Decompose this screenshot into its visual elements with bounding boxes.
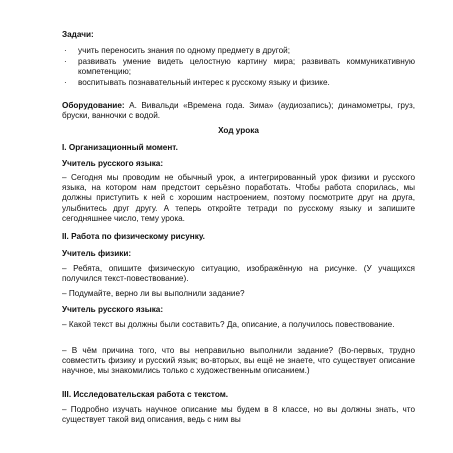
task-text-3: воспитывать познавательный интерес к русскому языку и физике.	[78, 78, 330, 87]
bullet-icon: ·	[64, 78, 67, 87]
paragraph-2: – Ребята, опишите физическую ситуацию, изображённую на рисунке. (У учащихся получился текст-повествование).	[62, 264, 415, 284]
equipment-label: Оборудование:	[62, 101, 125, 110]
section-2-heading: II. Работа по физическому рисунку.	[62, 232, 205, 241]
bullet-icon: ·	[64, 57, 67, 66]
task-item-3	[62, 78, 415, 88]
task-text-2: развивать умение видеть целостную картину мира; развивать коммуникативную компетенцию;	[78, 57, 415, 77]
paragraph-5: – В чём причина того, что вы неправильно выполнили задание? (Во-первых, трудно совместить физику и русский язык; во-вторых, вы ещё не знаете, что существует описание научное, мы знакомились только с художественным описанием.)	[62, 346, 415, 376]
teacher-physics-label: Учитель физики:	[62, 249, 132, 258]
tasks-heading: Задачи:	[62, 30, 94, 39]
paragraph-1: – Сегодня мы проводим не обычный урок, а интегрированный урок физики и русского языка, на котором нам предстоит серьёзно поработать. Чтобы работа спорилась, мы должны приступить к ней с хорошим настроением, поэтому посмотрите друг на друга, улыбнитесь друг другу. А теперь откройте тетради по русскому языку и запишите сегодняшнее число, тему урока.	[62, 173, 415, 223]
bullet-icon: ·	[64, 46, 67, 55]
paragraph-3: – Подумайте, верно ли вы выполнили задание?	[62, 289, 245, 298]
teacher-russian-label: Учитель русского языка:	[62, 159, 164, 168]
section-3-heading: III. Исследовательская работа с текстом.	[62, 390, 229, 399]
task-item-1	[62, 46, 415, 56]
lesson-title: Ход урока	[218, 126, 259, 135]
section-1-heading: I. Организационный момент.	[62, 143, 178, 152]
paragraph-4: – Какой текст вы должны были составить? Да, описание, а получилось повествование.	[62, 320, 395, 329]
teacher-russian-label-2: Учитель русского языка:	[62, 305, 164, 314]
equipment-paragraph	[62, 101, 415, 121]
equipment-text: А. Вивальди «Времена года. Зима» (аудиозапись); динамометры, груз, бруски, ванночки с водой.	[62, 101, 415, 121]
task-item-2	[62, 57, 415, 77]
task-text-1: учить переносить знания по одному предмету в другой;	[78, 46, 290, 55]
paragraph-6: – Подробно изучать научное описание мы будем в 8 классе, но вы должны знать, что существует такой вид описания, ведь с ним вы	[62, 405, 415, 425]
